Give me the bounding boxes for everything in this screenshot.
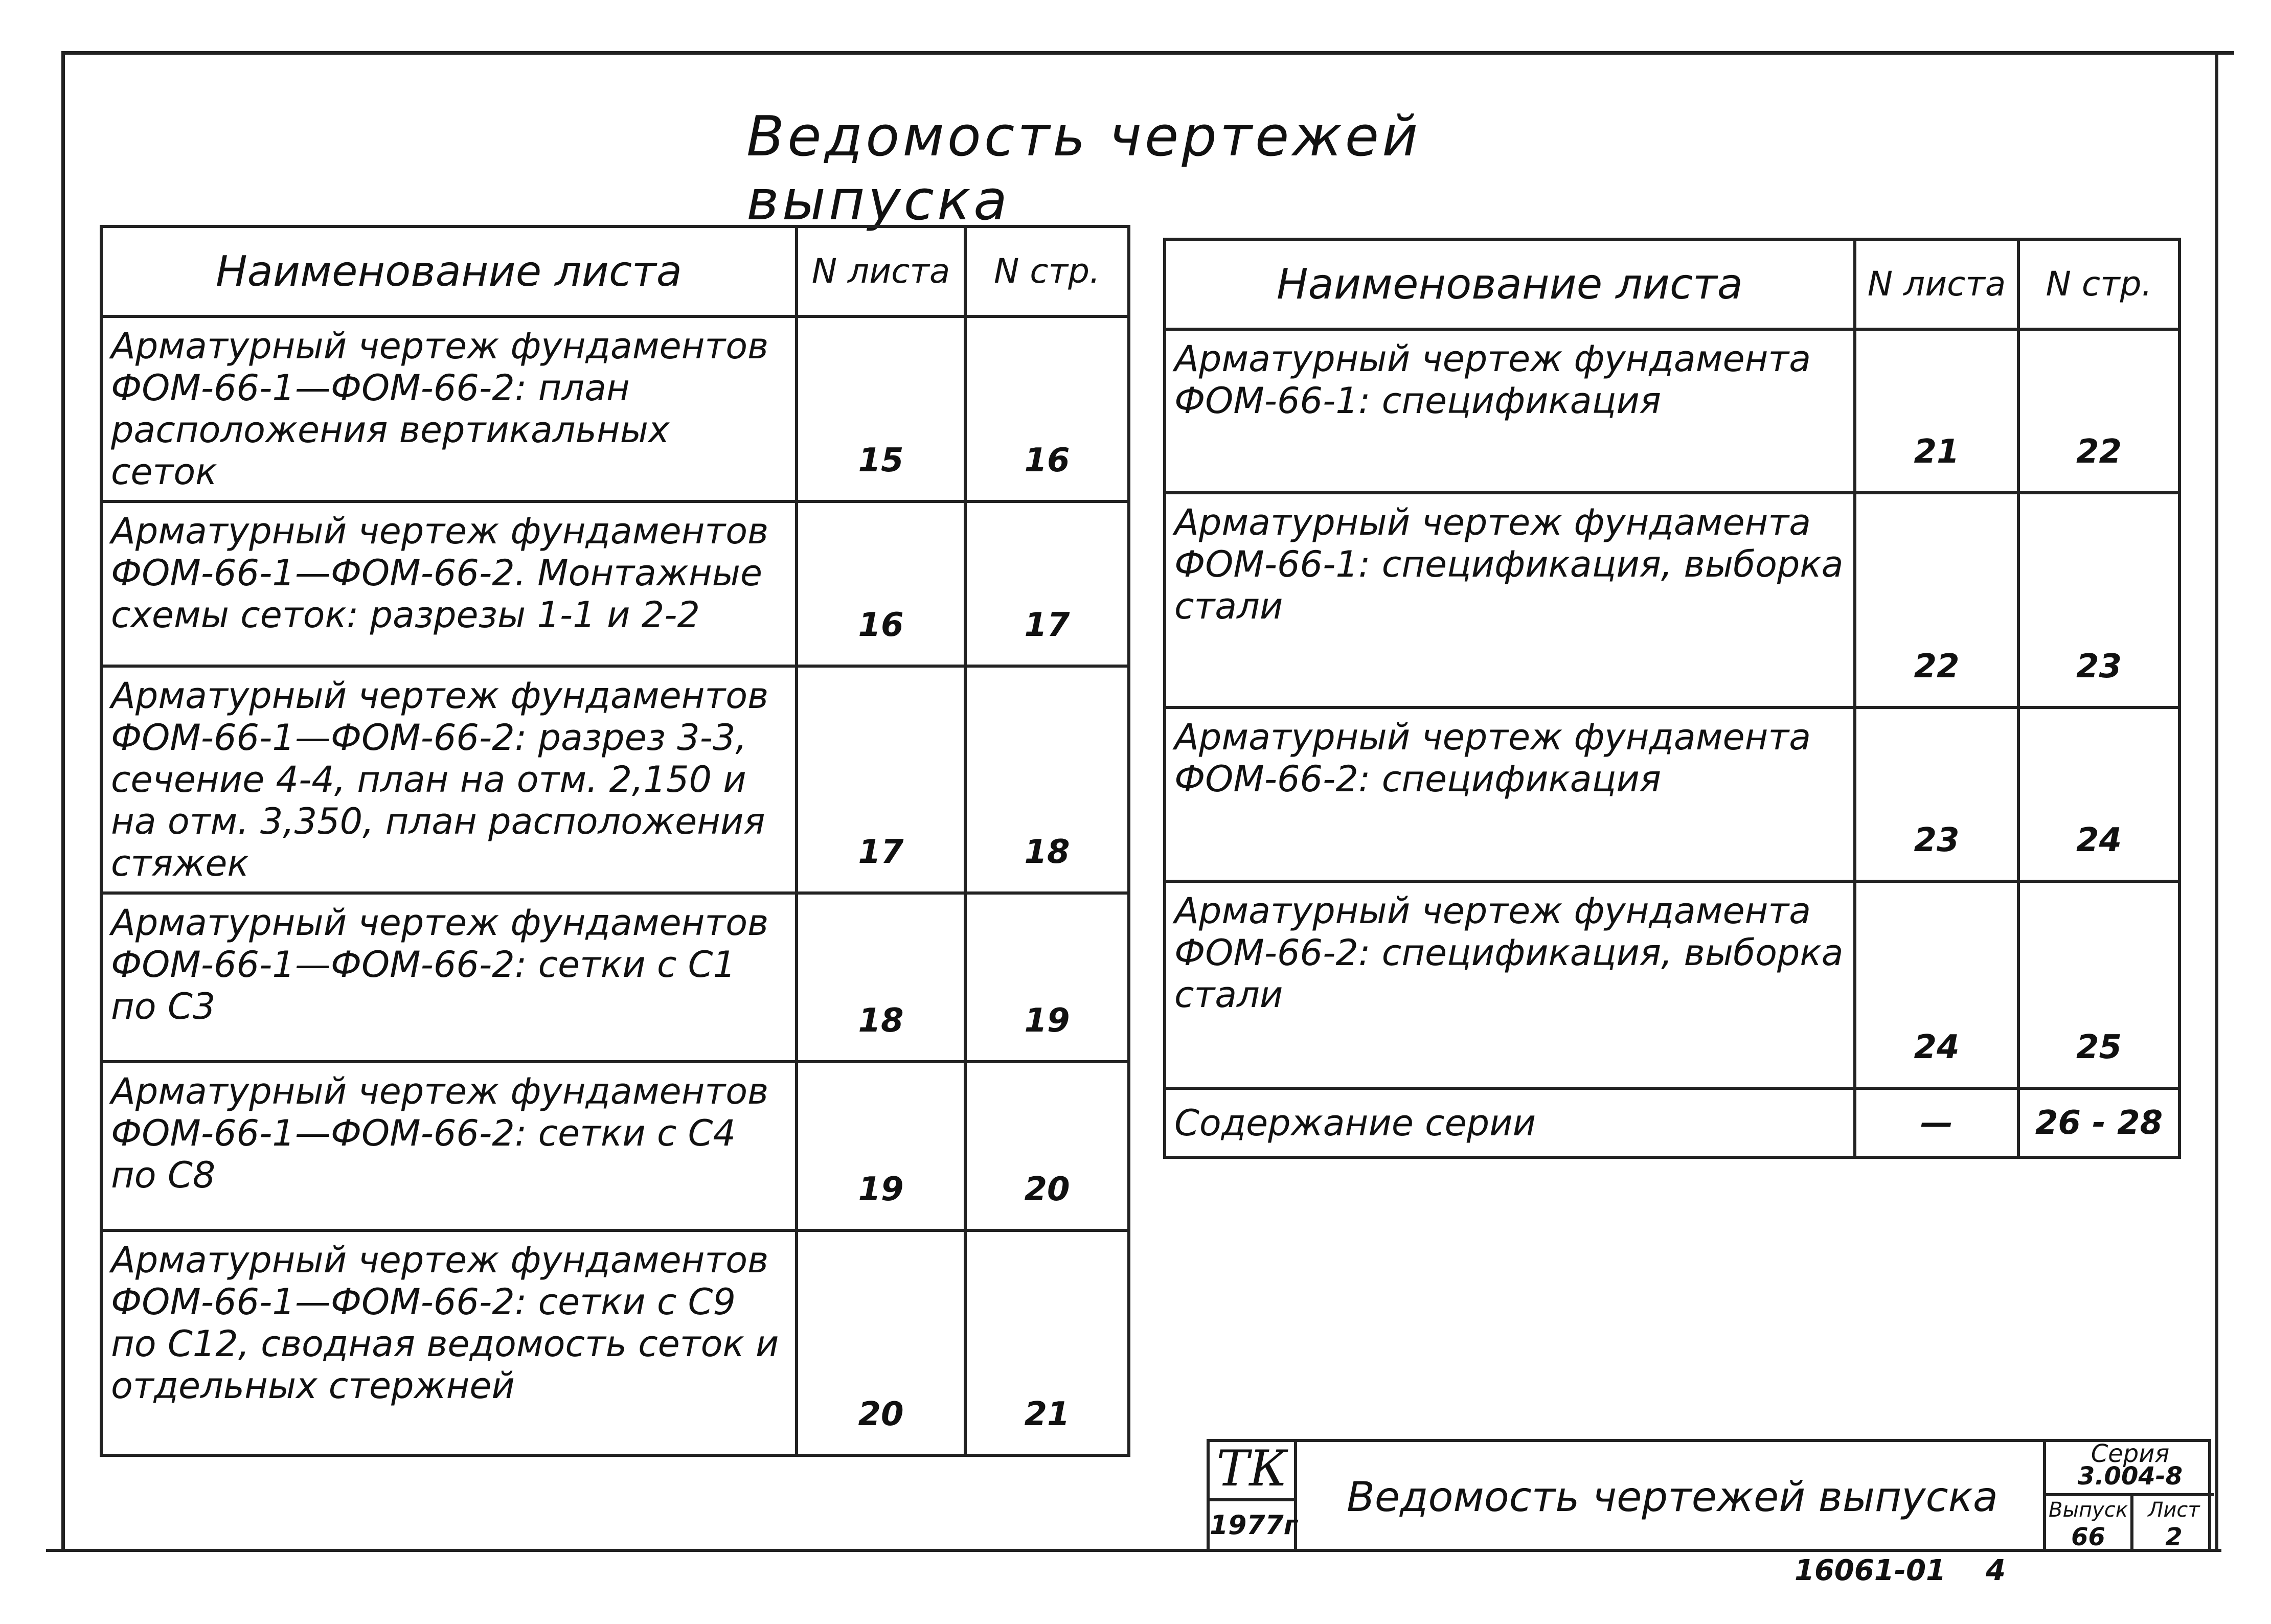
frame-right-line — [2215, 51, 2218, 1549]
page-number: 16 — [965, 316, 1129, 501]
column-header-page-no: N стр. — [965, 226, 1129, 316]
sheet-number: 21 — [1855, 329, 2018, 493]
sheet-value: 2 — [2165, 1523, 2183, 1551]
sheet-name: Арматурный чертеж фундаментов ФОМ-66-1—ФОМ-66-2: план расположения вертикальных сеток — [101, 316, 797, 501]
sheet-name: Арматурный чертеж фундаментов ФОМ-66-1—ФОМ-66-2: сетки с С9 по С12, сводная ведомость сеток и отдельных стержней — [101, 1230, 797, 1455]
sheet-number: — — [1855, 1088, 2018, 1157]
sheet-number: 15 — [797, 316, 965, 501]
sheet-number: 20 — [797, 1230, 965, 1455]
column-header-sheet-no: N листа — [1855, 239, 2018, 329]
archive-code: 16061-01 4 — [1795, 1554, 2006, 1587]
column-header-name: Наименование листа — [101, 226, 797, 316]
column-header-name: Наименование листа — [1165, 239, 1855, 329]
drawings-table-right — [1163, 238, 2181, 1159]
title-block-title: Ведомость чертежей выпуска — [1347, 1473, 1998, 1521]
frame-top-line — [61, 51, 2234, 55]
page-number: 24 — [2018, 707, 2179, 881]
table-row — [101, 1062, 1129, 1230]
page-number: 21 — [965, 1230, 1129, 1455]
table-header-row — [101, 226, 1129, 316]
sheet-name: Арматурный чертеж фундамента ФОМ-66-1: спецификация — [1165, 329, 1855, 493]
page-number: 25 — [2018, 881, 2179, 1088]
page-number: 22 — [2018, 329, 2179, 493]
page-number: 18 — [965, 666, 1129, 893]
page-number: 17 — [965, 501, 1129, 666]
issue-label: Выпуск — [2049, 1498, 2128, 1522]
sheet-number: 16 — [797, 501, 965, 666]
title-block-info — [2043, 1439, 2214, 1552]
year: 1977г — [1210, 1501, 1297, 1552]
column-header-page-no: N стр. — [2018, 239, 2179, 329]
series-label: Серия — [2091, 1439, 2170, 1468]
column-header-sheet-no: N листа — [797, 226, 965, 316]
sheet-number: 24 — [1855, 881, 2018, 1088]
sheet-name: Арматурный чертеж фундаментов ФОМ-66-1—ФОМ-66-2: сетки с С4 по С8 — [101, 1062, 797, 1230]
organization-code: ТК — [1210, 1442, 1297, 1501]
series-value: 3.004-8 — [2077, 1462, 2183, 1491]
table-row — [1165, 329, 2179, 493]
drawings-table-left — [100, 225, 1130, 1457]
page-number: 20 — [965, 1062, 1129, 1230]
sheet-number: 23 — [1855, 707, 2018, 881]
sheet-number: 19 — [797, 1062, 965, 1230]
page-number: 19 — [965, 893, 1129, 1062]
sheet-name: Арматурный чертеж фундаментов ФОМ-66-1—ФОМ-66-2: разрез 3-3, сечение 4-4, план на отм. 2,150 и на отм. 3,350, план расположения стяжек — [101, 666, 797, 893]
sheet-name: Арматурный чертеж фундаментов ФОМ-66-1—ФОМ-66-2: сетки с С1 по С3 — [101, 893, 797, 1062]
document-title: Ведомость чертежей выпуска — [746, 105, 1421, 233]
sheet-label: Лист — [2148, 1498, 2200, 1522]
table-row — [101, 501, 1129, 666]
table-row — [1165, 707, 2179, 881]
table-row — [101, 893, 1129, 1062]
table-row — [1165, 881, 2179, 1088]
sheet-number: 22 — [1855, 493, 2018, 707]
table-row — [1165, 493, 2179, 707]
sheet-number: 18 — [797, 893, 965, 1062]
sheet-name: Содержание серии — [1165, 1088, 1855, 1157]
sheet-name: Арматурный чертеж фундамента ФОМ-66-2: спецификация — [1165, 707, 1855, 881]
table-row — [101, 666, 1129, 893]
table-row — [1165, 1088, 2179, 1157]
sheet-name: Арматурный чертеж фундаментов ФОМ-66-1—ФОМ-66-2. Монтажные схемы сеток: разрезы 1-1 и 2-2 — [101, 501, 797, 666]
page-number: 23 — [2018, 493, 2179, 707]
issue-value: 66 — [2071, 1523, 2105, 1551]
table-row — [101, 316, 1129, 501]
frame-left-line — [61, 51, 65, 1549]
sheet-name: Арматурный чертеж фундамента ФОМ-66-1: спецификация, выборка стали — [1165, 493, 1855, 707]
title-block — [1207, 1439, 2211, 1549]
table-header-row — [1165, 239, 2179, 329]
table-row — [101, 1230, 1129, 1455]
sheet-name: Арматурный чертеж фундамента ФОМ-66-2: спецификация, выборка стали — [1165, 881, 1855, 1088]
sheet-number: 17 — [797, 666, 965, 893]
page-number: 26 - 28 — [2018, 1088, 2179, 1157]
